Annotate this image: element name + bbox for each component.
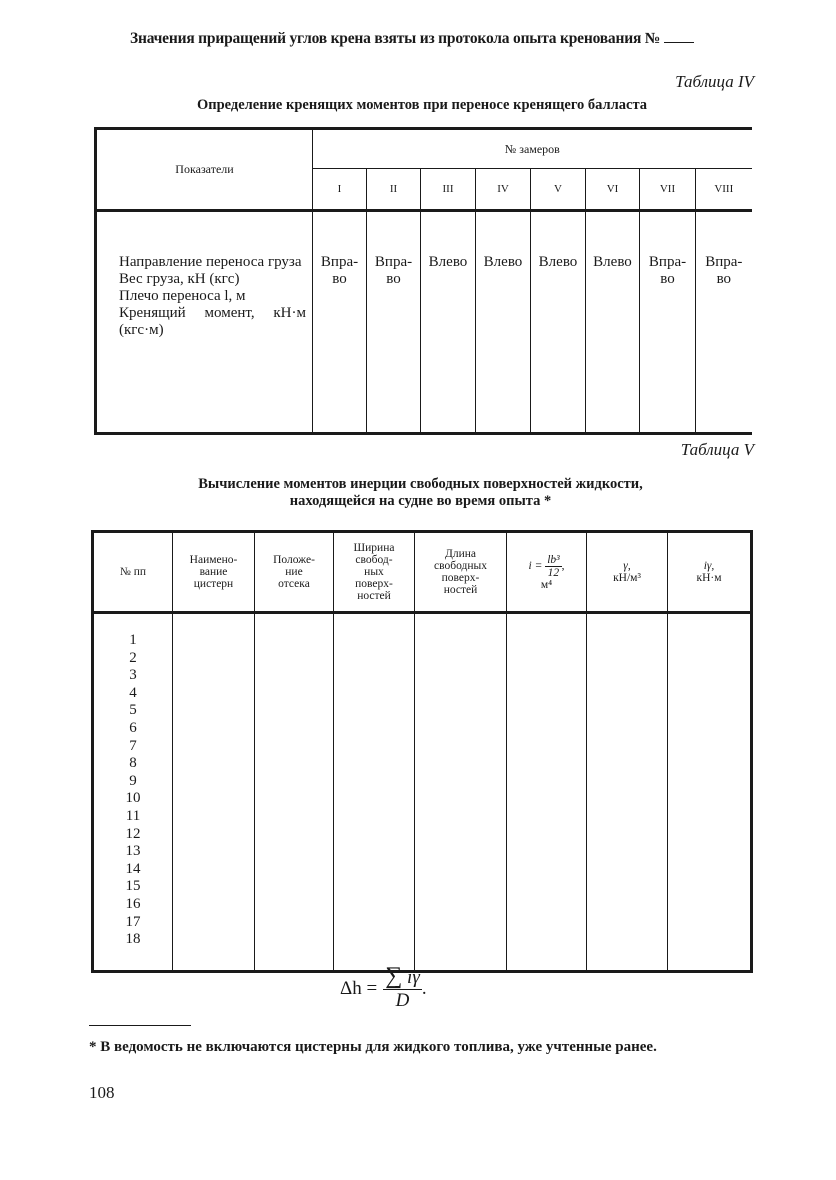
direction-text: Влево (483, 254, 523, 270)
empty-cell (587, 613, 668, 972)
inertia-denominator: 12 (547, 566, 560, 579)
inertia-unit: м⁴ (540, 578, 553, 591)
header-line: цистерн (193, 578, 234, 590)
header-line: кН·м (696, 572, 722, 584)
row-label: Плечо переноса l, м (119, 288, 246, 304)
row-number: 11 (125, 807, 141, 824)
blank-field (664, 42, 694, 43)
direction-text: во (386, 271, 401, 287)
header-line: свобод- (355, 554, 393, 566)
row-number: 14 (125, 860, 141, 877)
direction-text: во (332, 271, 347, 287)
col-header: V (531, 169, 586, 211)
formula-lhs: Δh = (340, 978, 378, 999)
header-line: γ, (623, 560, 631, 572)
empty-cell (415, 613, 507, 972)
empty-cell (334, 613, 415, 972)
gamma-header (587, 532, 668, 613)
row-number: 10 (125, 790, 141, 807)
table5-caption: Таблица V (680, 440, 754, 459)
formula-fraction (383, 963, 422, 1012)
header-line: Длина (445, 548, 476, 560)
table5 (91, 530, 753, 973)
row-number: 3 (129, 667, 137, 684)
row-number: 8 (129, 755, 137, 772)
row-number: 6 (129, 719, 137, 736)
col-header: III (421, 169, 476, 211)
direction-cell (367, 211, 421, 434)
direction-text: Влево (593, 254, 632, 270)
formula-num-text: iγ (407, 967, 420, 988)
empty-cell (173, 613, 255, 972)
header-line: Положе- (273, 554, 315, 566)
header-line: Ширина (353, 542, 395, 554)
inertia-fraction (545, 554, 561, 579)
direction-cell (476, 211, 531, 434)
empty-cell (507, 613, 587, 972)
row-number: 16 (125, 895, 141, 912)
formula-denominator: D (395, 990, 410, 1011)
igamma-header (668, 532, 752, 613)
direction-cell (313, 211, 367, 434)
direction-text: во (660, 271, 675, 287)
direction-text: Влево (428, 254, 468, 270)
header-line: iγ, (703, 560, 715, 572)
row-label: Вес груза, кН (кгс) (119, 271, 240, 287)
col-header: VIII (696, 169, 752, 211)
row-number: 5 (129, 702, 137, 719)
page-number: 108 (89, 1083, 115, 1102)
direction-cell (586, 211, 640, 434)
row-label: Кренящий момент, кН·м (кгс·м) (119, 305, 306, 338)
footnote-rule (89, 1025, 191, 1026)
row-number: 4 (129, 684, 137, 701)
row-number: 15 (125, 878, 141, 895)
tank-name-header (173, 532, 255, 613)
inertia-numerator: lb³ (547, 553, 560, 566)
table4 (94, 127, 752, 435)
row-label: Направление переноса груза (119, 254, 302, 270)
compartment-header (255, 532, 334, 613)
row-labels (96, 211, 313, 434)
header-line: ностей (443, 584, 478, 596)
direction-text: во (716, 271, 732, 287)
direction-cell (421, 211, 476, 434)
footnote: * В ведомость не включаются цистерны для жидкого топлива, уже учтенные ранее. (89, 1039, 657, 1055)
measurements-header: № замеров (313, 129, 752, 169)
direction-cell (531, 211, 586, 434)
row-number: 9 (129, 772, 137, 789)
col-header: IV (476, 169, 531, 211)
direction-cell (640, 211, 696, 434)
col-header: VII (640, 169, 696, 211)
length-header (415, 532, 507, 613)
header-line: вание (199, 566, 228, 578)
row-number: 18 (125, 931, 141, 948)
direction-text: Впра- (705, 254, 743, 270)
inertia-lhs: i = (528, 559, 543, 572)
table5-title-line: Вычисление моментов инерции свободных поверхностей жидкости, (198, 476, 643, 492)
formula-numerator (383, 963, 422, 990)
empty-cell (255, 613, 334, 972)
row-numbers (94, 632, 172, 949)
row-number: 2 (129, 649, 137, 666)
header-line: кН/м³ (613, 572, 641, 584)
num-header: № пп (93, 532, 173, 613)
table4-title: Определение кренящих моментов при переносе кренящего балласта (196, 97, 648, 113)
header-line: поверх- (355, 578, 393, 590)
header-line (130, 30, 770, 48)
empty-cell (668, 613, 752, 972)
col-header: I (313, 169, 367, 211)
row-number: 1 (129, 632, 137, 648)
row-number: 12 (125, 825, 141, 842)
width-header (334, 532, 415, 613)
table4-caption: Таблица IV (675, 72, 754, 91)
indicators-header: Показатели (96, 129, 313, 211)
col-header: VI (586, 169, 640, 211)
header-line: свободных (434, 560, 487, 572)
row-number: 7 (129, 737, 137, 754)
formula-end: . (421, 978, 427, 999)
header-line: поверх- (441, 572, 480, 584)
direction-text: Впра- (374, 254, 413, 270)
table5-title (91, 476, 750, 510)
header-line: отсека (278, 578, 310, 590)
direction-text: Влево (538, 254, 578, 270)
row-number: 13 (125, 843, 141, 860)
table5-title-line: находящейся на судне во время опыта * (289, 493, 552, 509)
header-line: ностей (357, 590, 391, 602)
col-header: II (367, 169, 421, 211)
sum-symbol: ∑ (385, 963, 403, 989)
direction-text: Впра- (648, 254, 687, 270)
direction-text: Впра- (320, 254, 359, 270)
header-line: Наимено- (189, 554, 238, 566)
row-number: 17 (125, 913, 141, 930)
direction-cell (696, 211, 752, 434)
row-numbers-cell (93, 613, 173, 972)
header-line: ных (364, 566, 384, 578)
inertia-header: i = $\frac{\text{lb³}}{12}$ , м⁴ (507, 532, 587, 613)
header-line: ние (285, 566, 303, 578)
delta-h-formula (340, 963, 427, 1012)
header-line-text: Значения приращений углов крена взяты из протокола опыта кренования № (130, 30, 661, 47)
